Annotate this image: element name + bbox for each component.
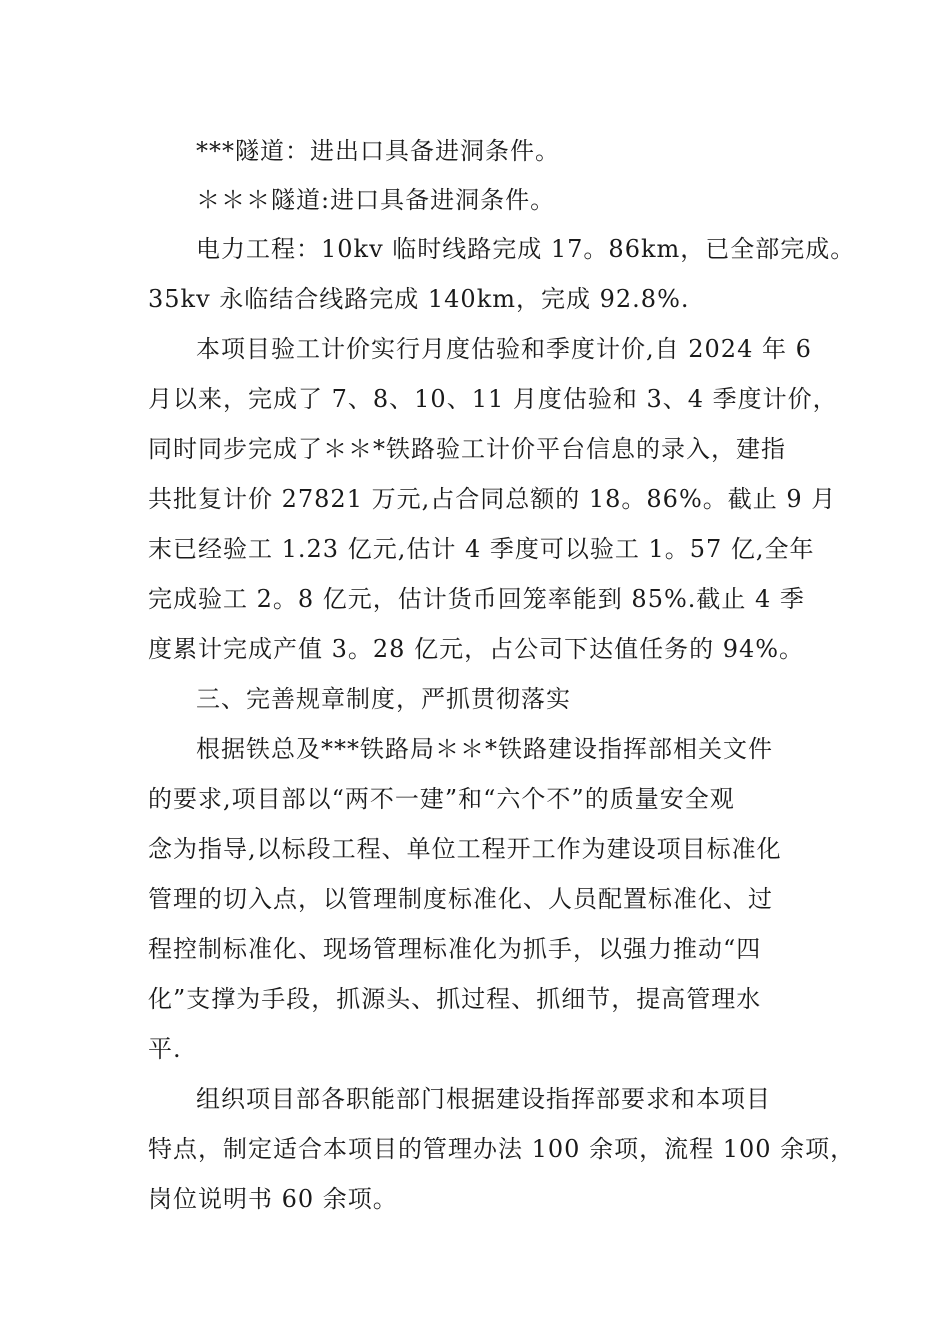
regulation-paragraph-line-1: 根据铁总及***铁路局＊＊*铁路建设指挥部相关文件 bbox=[196, 735, 773, 763]
regulation-paragraph-line-7: 平. bbox=[148, 1035, 182, 1063]
valuation-paragraph-line-4: 共批复计价 27821 万元,占合同总额的 18。86%。截止 9 月 bbox=[148, 485, 837, 513]
management-paragraph-line-1: 组织项目部各职能部门根据建设指挥部要求和本项目 bbox=[196, 1085, 771, 1113]
valuation-paragraph-line-1: 本项目验工计价实行月度估验和季度计价,自 2024 年 6 bbox=[196, 335, 812, 363]
power-project-line-2: 35kv 永临结合线路完成 140km，完成 92.8%. bbox=[148, 285, 690, 313]
valuation-paragraph-line-2: 月以来，完成了 7、8、10、11 月度估验和 3、4 季度计价， bbox=[148, 385, 838, 413]
valuation-paragraph-line-5: 末已经验工 1.23 亿元,估计 4 季度可以验工 1。57 亿,全年 bbox=[148, 535, 815, 563]
tunnel-status-line-2: ＊＊＊隧道:进口具备进洞条件。 bbox=[196, 186, 556, 214]
valuation-paragraph-line-7: 度累计完成产值 3。28 亿元，占公司下达值任务的 94%。 bbox=[148, 635, 805, 663]
power-project-line-1: 电力工程：10kv 临时线路完成 17。86km，已全部完成。 bbox=[196, 235, 856, 263]
regulation-paragraph-line-2: 的要求,项目部以“两不一建”和“六个不”的质量安全观 bbox=[148, 785, 735, 813]
management-paragraph-line-3: 岗位说明书 60 余项。 bbox=[148, 1185, 398, 1213]
management-paragraph-line-2: 特点，制定适合本项目的管理办法 100 余项，流程 100 余项， bbox=[148, 1135, 856, 1163]
regulation-paragraph-line-6: 化”支撑为手段，抓源头、抓过程、抓细节，提高管理水 bbox=[148, 985, 762, 1013]
section-heading: 三、完善规章制度，严抓贯彻落实 bbox=[196, 685, 571, 713]
valuation-paragraph-line-3: 同时同步完成了＊＊*铁路验工计价平台信息的录入，建指 bbox=[148, 435, 786, 463]
regulation-paragraph-line-5: 程控制标准化、现场管理标准化为抓手，以强力推动“四 bbox=[148, 935, 762, 963]
regulation-paragraph-line-4: 管理的切入点，以管理制度标准化、人员配置标准化、过 bbox=[148, 885, 773, 913]
regulation-paragraph-line-3: 念为指导,以标段工程、单位工程开工作为建设项目标准化 bbox=[148, 835, 782, 863]
valuation-paragraph-line-6: 完成验工 2。8 亿元，估计货币回笼率能到 85%.截止 4 季 bbox=[148, 585, 805, 613]
tunnel-status-line-1: ***隧道：进出口具备进洞条件。 bbox=[196, 137, 560, 165]
